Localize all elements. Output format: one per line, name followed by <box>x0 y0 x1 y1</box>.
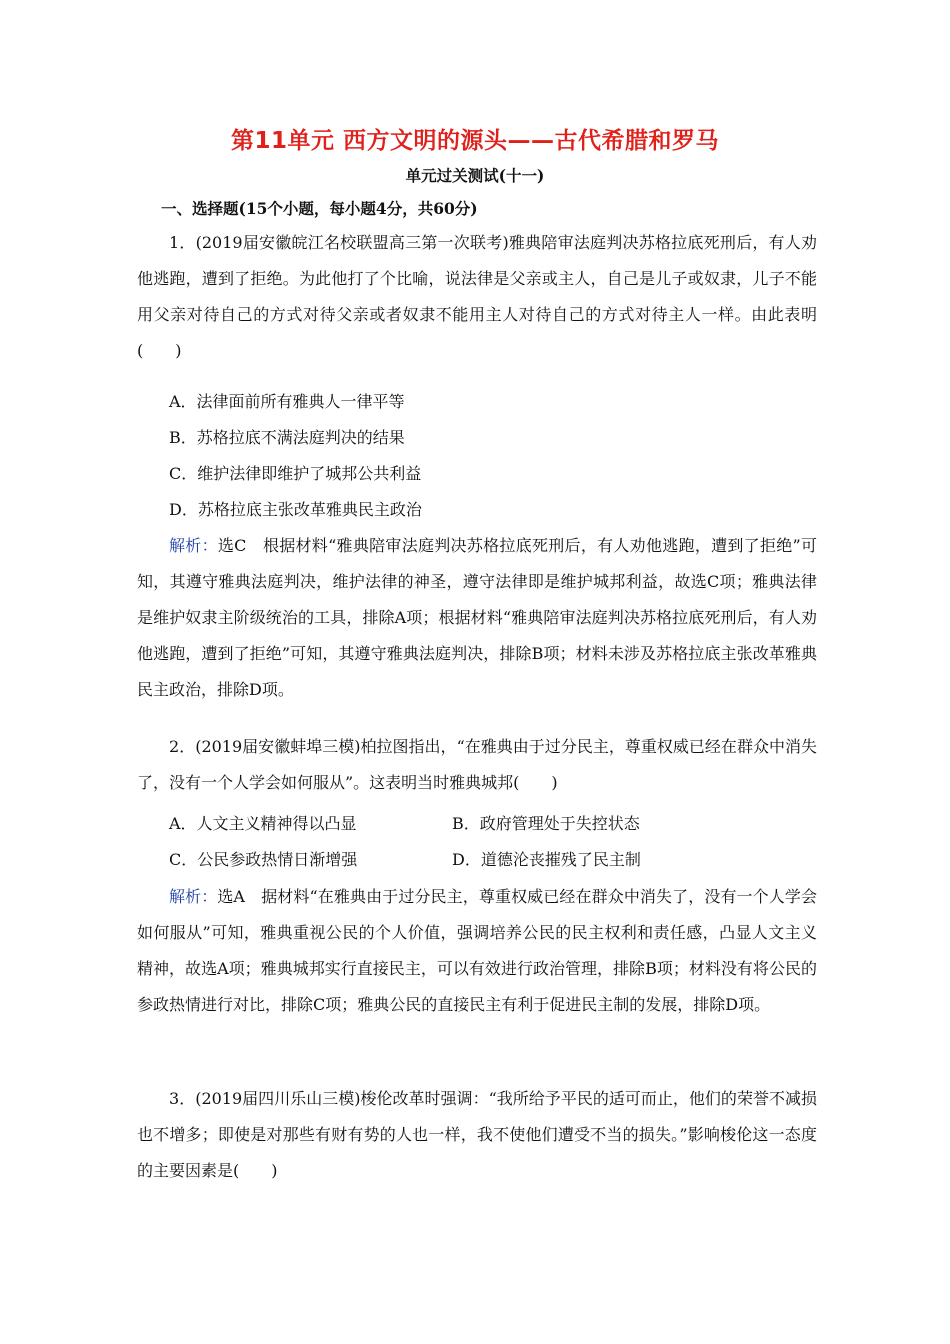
analysis-text: 选C 根据材料“雅典陪审法庭判决苏格拉底死刑后，有人劝他逃跑，遭到了拒绝”可知，其遵守雅典法庭判决，维护法律的神圣，遵守法律即是维护城邦利益，故选C项；雅典法律是维护奴隶主阶级统治的工具，排除A项；根据材料“雅典陪审法庭判决苏格拉底死刑后，有人劝他逃跑，遭到了拒绝”可知，其遵守雅典法庭判决，排除B项；材料未涉及苏格拉底主张改革雅典民主政治，排除D项。 <box>137 536 817 699</box>
section-heading: 一、选择题(15个小题，每小题4分，共60分) <box>161 199 478 218</box>
question-3-stem: 3．(2019届四川乐山三模)梭伦改革时强调：“我所给予平民的适可而止，他们的荣誉不减损也不增多；即使是对那些有财有势的人也一样，我不使他们遭受不当的损失。”影响梭伦这一态度的主要因素是( ) <box>137 1089 817 1180</box>
question-1-option-b: B．苏格拉底不满法庭判决的结果 <box>169 428 405 447</box>
page-subtitle: 单元过关测试(十一) <box>405 166 545 185</box>
question-1-option-c: C．维护法律即维护了城邦公共利益 <box>169 464 422 483</box>
question-2-stem: 2．(2019届安徽蚌埠三模)柏拉图指出，“在雅典由于过分民主，尊重权威已经在群众中消失了，没有一个人学会如何服从”。这表明当时雅典城邦( ) <box>137 737 817 792</box>
analysis-label: 解析： <box>169 536 218 555</box>
question-1-option-a: A．法律面前所有雅典人一律平等 <box>169 392 405 411</box>
analysis-text: 选A 据材料“在雅典由于过分民主，尊重权威已经在群众中消失了，没有一个人学会如何服从”可知，雅典重视公民的个人价值，强调培养公民的民主权利和责任感，凸显人文主义精神，故选A项；雅典城邦实行直接民主，可以有效进行政治管理，排除B项；材料没有将公民的参政热情进行对比，排除C项；雅典公民的直接民主有利于促进民主制的发展，排除D项。 <box>137 887 817 1014</box>
question-2-option-b: B．政府管理处于失控状态 <box>452 814 640 833</box>
question-2-option-d: D．道德沦丧摧残了民主制 <box>452 850 641 869</box>
question-1-analysis <box>137 528 817 708</box>
question-2-option-a: A．人文主义精神得以凸显 <box>169 814 357 833</box>
question-1-stem: 1．(2019届安徽皖江名校联盟高三第一次联考)雅典陪审法庭判决苏格拉底死刑后，有人劝他逃跑，遭到了拒绝。为此他打了个比喻，说法律是父亲或主人，自己是儿子或奴隶，儿子不能用父亲对待自己的方式对待父亲或者奴隶不能用主人对待自己的方式对待主人一样。由此表明( ) <box>137 233 817 360</box>
page-title: 第11单元 西方文明的源头——古代希腊和罗马 <box>230 128 719 154</box>
question-1-option-d: D．苏格拉底主张改革雅典民主政治 <box>169 500 422 519</box>
analysis-label: 解析： <box>169 887 218 906</box>
question-2-option-c: C．公民参政热情日渐增强 <box>169 850 358 869</box>
question-2-analysis <box>137 879 817 1023</box>
